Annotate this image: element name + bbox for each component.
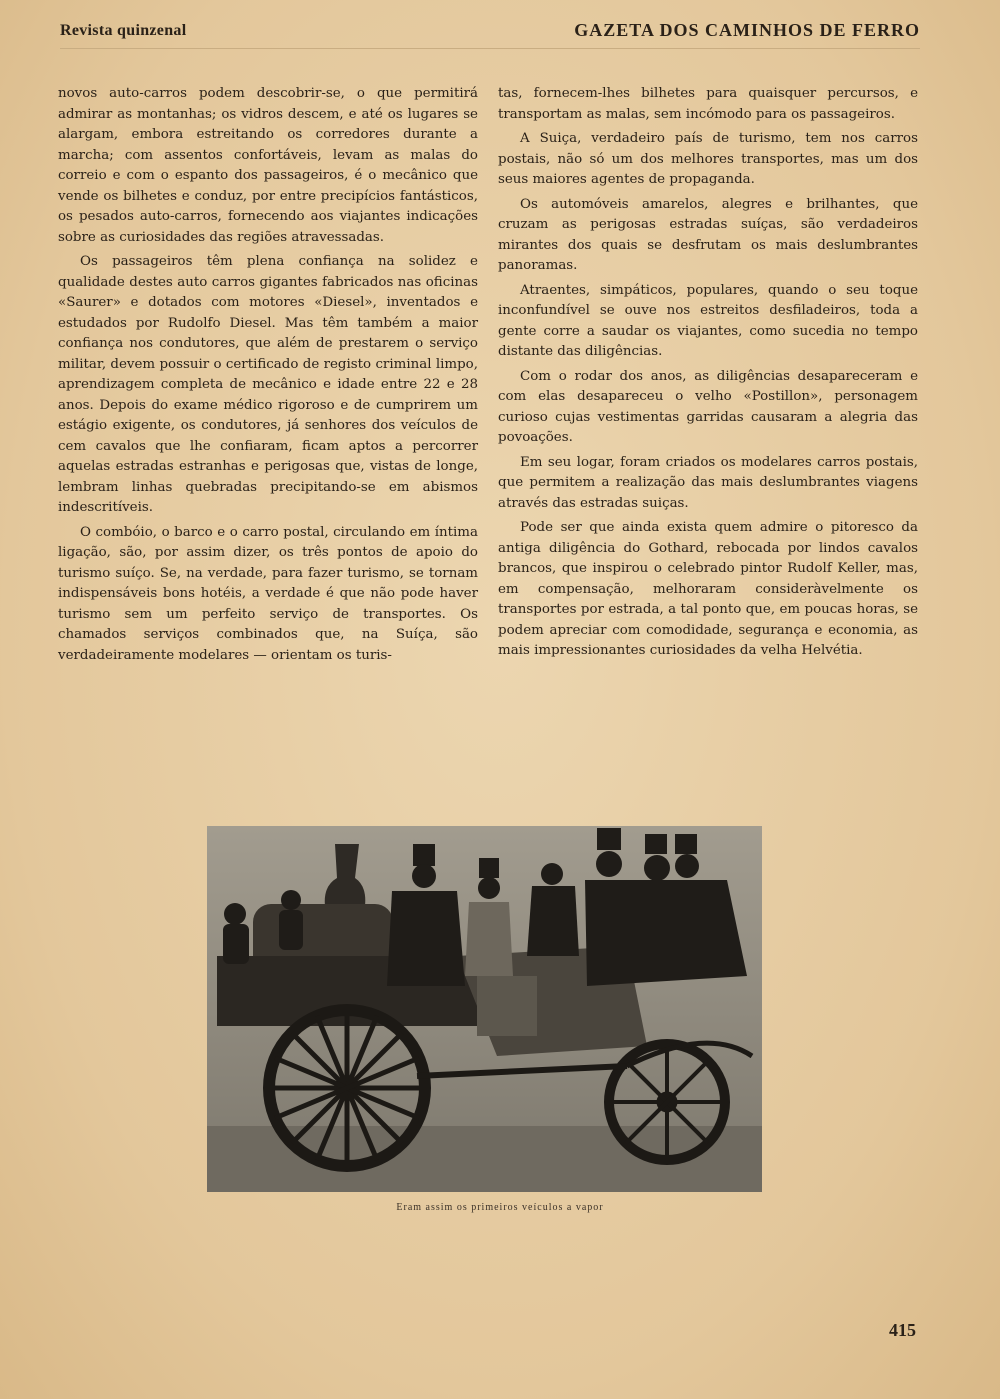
paragraph: Atraentes, simpáticos, populares, quando o seu toque inconfundível se ouve nos estreitos desfiladeiros, toda a gente corre a saudar os viajantes, como sucedia no tempo distante das diligências. bbox=[498, 282, 918, 359]
header-divider bbox=[60, 48, 920, 49]
page-number: 415 bbox=[889, 1320, 916, 1340]
paragraph: A Suiça, verdadeiro país de turismo, tem nos carros postais, não só um dos melhores transportes, mas um dos seus maiores agentes de propaganda. bbox=[498, 131, 918, 187]
header-title: GAZETA DOS CAMINHOS DE FERRO bbox=[574, 20, 920, 40]
paragraph: Os passageiros têm plena confiança na solidez e qualidade destes auto carros gigantes fabricados nas oficinas «Saurer» e dotados com motores «Diesel», inventados e estudados por Rudolfo Diesel. Mas têm também a maior confiança nos condutores, que além de prestarem o serviço militar, devem possuir o certificado de registo criminal limpo, aprendizagem completa de mecânico e idade entre 22 e 28 anos. Depois do exame médico rigoroso e de cumprirem um estágio exigente, os condutores, já senhores dos veículos de cem cavalos que lhe confiaram, ficam aptos a percorrer aquelas estradas estranhas e perigosas que, vistas de longe, lembram linhas quebradas precipitando-se em abismos indescritíveis. bbox=[58, 254, 478, 515]
paragraph: tas, fornecem-lhes bilhetes para quaisquer percursos, e transportam as malas, sem incómodo para os passageiros. bbox=[498, 86, 918, 122]
text-column-left bbox=[58, 84, 478, 670]
header-left-text: Revista quinzenal bbox=[60, 22, 187, 39]
text-column-right bbox=[498, 84, 918, 666]
paragraph: Os automóveis amarelos, alegres e brilhantes, que cruzam as perigosas estradas suíças, são verdadeiros mirantes dos quais se desfrutam os mais deslumbrantes panoramas. bbox=[498, 196, 918, 273]
figure-caption: Eram assim os primeiros veículos a vapor bbox=[396, 1202, 604, 1213]
steam-vehicle-photo bbox=[207, 826, 762, 1192]
paragraph: Em seu logar, foram criados os modelares carros postais, que permitem a realização das mais deslumbrantes viagens através das estradas suiças. bbox=[498, 454, 918, 511]
paragraph: novos auto-carros podem descobrir-se, o que permitirá admirar as montanhas; os vidros descem, e até os lugares se alargam, embora estreitando os corredores durante a marcha; com assentos confortáveis, levam as malas do correio e com o espanto dos passageiros, é o mecânico que vende os bilhetes e conduz, por entre precipícios fantásticos, os pesados auto-carros, fornecendo aos viajantes indicações sobre as curiosidades das regiões atravessadas. bbox=[58, 86, 478, 245]
paragraph: Pode ser que ainda exista quem admire o pitoresco da antiga diligência do Gothard, rebocada por lindos cavalos brancos, que inspirou o celebrado pintor Rudolf Keller, mas, em compensação, melhoraram consideràvelmente os transportes por estrada, a tal ponto que, em poucas horas, se podem apreciar com comodidade, segurança e economia, as mais impressionantes curiosidades da velha Helvétia. bbox=[498, 520, 918, 658]
paragraph: O combóio, o barco e o carro postal, circulando em íntima ligação, são, por assim dizer, os três pontos de apoio do turismo suíço. Se, na verdade, para fazer turismo, se tornam indispensáveis bons hotéis, a verdade é que não pode haver turismo sem um perfeito serviço de transportes. Os chamados serviços combinados que, na Suíça, são verdadeiramente modelares — orientam os turis- bbox=[58, 524, 478, 663]
paragraph: Com o rodar dos anos, as diligências desapareceram e com elas desapareceu o velho «Postillon», personagem curioso cujas vestimentas garridas causaram a alegria das povoações. bbox=[498, 368, 918, 445]
